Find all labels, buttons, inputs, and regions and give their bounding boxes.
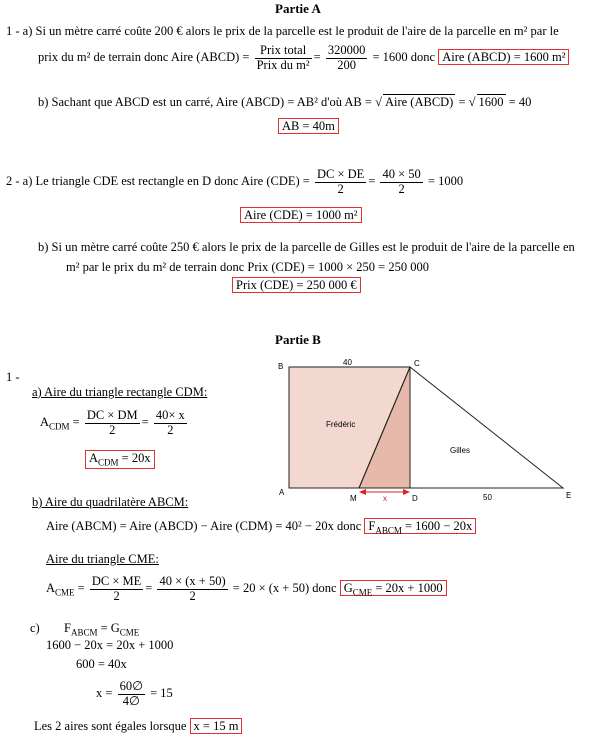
- cme-frac2-den: 2: [189, 588, 196, 603]
- q1a-answer-box: Aire (ABCD) = 1600 m²: [438, 49, 569, 65]
- q1a-line2-pre: prix du m² de terrain donc Aire (ABCD) =: [38, 50, 250, 65]
- q2b-answer-box: Prix (CDE) = 250 000 €: [232, 277, 361, 293]
- a-cdm-lhs-sub: CDM: [49, 421, 70, 432]
- a-cdm-frac2-den: 2: [167, 422, 174, 437]
- q1a-frac2-den: 200: [337, 57, 356, 72]
- a-cdm-box-rhs: = 20x: [118, 451, 151, 465]
- q1a-frac2-num: 320000: [327, 43, 366, 57]
- cme-lhs: A: [46, 581, 56, 596]
- q1b-pre: b) Sachant que ABCD est un carré, Aire (ABCD) = AB² d'où AB =: [38, 95, 372, 109]
- x-arrow-head-left: [359, 489, 366, 495]
- b-b-title: b) Aire du quadrilatère ABCM:: [32, 495, 189, 509]
- q2a-frac1-den: 2: [337, 181, 344, 196]
- c-answer-box: x = 15 m: [190, 718, 243, 734]
- q2a-frac2-num: 40 × 50: [382, 167, 421, 181]
- cme-fraction-2: [157, 575, 227, 604]
- q1b-end: = 40: [508, 95, 532, 109]
- a-cdm-equation: $A_{CDM}$ = $\frac{DC \times DM}{2}$ = $\frac{40\times x}{2}$: [40, 408, 185, 437]
- a-cdm-frac1-den: 2: [109, 422, 116, 437]
- label-C: C: [414, 359, 420, 368]
- c-eq3-lhs: x =: [96, 686, 113, 701]
- partie-a-title: Partie A: [275, 1, 321, 16]
- c-eq2: 600 = 40x: [76, 657, 127, 671]
- c-eq3-num: 60∅: [119, 679, 143, 693]
- a-cdm-fraction-2: [154, 409, 187, 438]
- cme-lhs-sub: CME: [55, 587, 75, 598]
- c-conclusion: [34, 719, 242, 733]
- q2a-end: = 1000: [427, 174, 464, 189]
- a-cdm-fraction-1: [85, 409, 140, 438]
- q1b-sqrt-2: 1600: [478, 95, 504, 109]
- q2b-line1: b) Si un mètre carré coûte 250 € alors le prix de la parcelle de Gilles est le produit de l'aire de la parcelle en: [38, 240, 575, 254]
- cme-fraction-1: [90, 575, 143, 604]
- q2b-line2: m² par le prix du m² de terrain donc Prix (CDE) = 1000 × 250 = 250 000: [66, 260, 429, 274]
- q1b-line: b) Sachant que ABCD est un carré, Aire (ABCD) = AB² d'où AB = √ Aire (ABCD) = √ 1600 = 40: [38, 95, 532, 109]
- c-eq3-rhs: = 15: [150, 686, 173, 701]
- abcm-box-sub: ABCM: [375, 525, 402, 536]
- q1a-line2: prix du m² de terrain donc Aire (ABCD) = $\frac{\text{Prix total}}{\text{Prix du m²}}$ = $\frac{320000}{200}$ = 1600 donc Aire (ABCD) = 1600 m²: [38, 44, 569, 73]
- label-D: D: [412, 494, 418, 503]
- q2a-line: 2 - a) Le triangle CDE est rectangle en D donc Aire (CDE) = $\frac{DC \times DE}{2}$ = $\frac{40 \times 50}{2}$ = 1000: [6, 167, 464, 196]
- label-frederic: Frédéric: [326, 420, 356, 429]
- cme-frac1-num: DC × ME: [91, 574, 142, 588]
- q2a-pre: 2 - a) Le triangle CDE est rectangle en D donc Aire (CDE) =: [6, 174, 310, 189]
- label-top-length: 40: [343, 358, 352, 367]
- b-a-title: a) Aire du triangle rectangle CDM:: [32, 385, 208, 399]
- c-eq0: [64, 621, 139, 638]
- label-B: B: [278, 362, 284, 371]
- label-M: M: [350, 494, 357, 503]
- q1b-sqrt-1: Aire (ABCD): [384, 95, 454, 109]
- abcm-text: Aire (ABCM) = Aire (ABCD) − Aire (CDM) = 40² − 20x donc: [46, 519, 362, 533]
- c-eq3-fraction: [118, 680, 145, 709]
- label-E: E: [566, 491, 572, 500]
- q1a-fraction-2: [326, 44, 368, 73]
- label-A: A: [279, 488, 285, 497]
- q2a-frac1-num: DC × DE: [316, 167, 365, 181]
- q2a-answer-box: Aire (CDE) = 1000 m²: [240, 207, 362, 223]
- a-cdm-frac2-num: 40× x: [155, 408, 185, 422]
- cme-equation: $A_{CME}$ = $\frac{DC \times ME}{2}$ = $\frac{40 \times (x + 50)}{2}$ = 20 × (x + 50) donc $G_{CME} = 20x + 1000$: [46, 575, 447, 604]
- partie-b-number: 1 -: [6, 370, 20, 384]
- c-eq3: [96, 680, 173, 709]
- q1a-frac1-num: Prix total: [255, 44, 312, 59]
- c-label: c): [30, 621, 40, 635]
- abcm-answer-box: [364, 518, 476, 534]
- q2a-frac2-den: 2: [398, 181, 405, 196]
- a-cdm-box-letter: A: [89, 451, 99, 465]
- q1a-line1: 1 - a) Si un mètre carré coûte 200 € alors le prix de la parcelle est le produit de l'aire de la parcelle en m² par le: [6, 24, 559, 38]
- q1a-fraction-1: [255, 44, 312, 73]
- label-x: x: [383, 494, 387, 503]
- cme-answer-box: [340, 580, 447, 596]
- label-bottom-length: 50: [483, 493, 492, 502]
- cme-frac1-den: 2: [113, 588, 120, 603]
- x-arrow-head-right: [403, 489, 410, 495]
- cme-end: = 20 × (x + 50) donc: [232, 581, 337, 596]
- triangle-cde: [410, 367, 563, 488]
- q1b-answer-box: AB = 40m: [278, 118, 339, 134]
- label-gilles: Gilles: [450, 446, 471, 455]
- q1a-frac1-den: Prix du m²: [256, 57, 310, 72]
- cme-title: Aire du triangle CME:: [46, 552, 159, 566]
- c-eq0-f: F: [64, 621, 71, 635]
- partie-b-title: Partie B: [275, 332, 321, 347]
- c-conclusion-text: Les 2 aires sont égales lorsque: [34, 719, 187, 733]
- c-eq0-sub1: ABCM: [70, 627, 98, 638]
- q2a-fraction-2: [380, 168, 422, 197]
- c-eq0-mid: = G: [97, 621, 120, 635]
- geometry-figure: [270, 355, 590, 505]
- cme-box-rhs: = 20x + 1000: [372, 581, 443, 596]
- abcm-line: [46, 519, 476, 536]
- a-cdm-box-sub: CDM: [98, 457, 119, 468]
- c-eq1: 1600 − 20x = 20x + 1000: [46, 638, 174, 652]
- q1b-eq: =: [458, 95, 466, 109]
- a-cdm-lhs: A: [40, 415, 50, 430]
- a-cdm-frac1-num: DC × DM: [86, 408, 138, 422]
- cme-frac2-num: 40 × (x + 50): [159, 574, 226, 588]
- cme-box-letter: G: [343, 581, 353, 596]
- c-eq0-sub2: CME: [119, 627, 140, 638]
- abcm-box-letter: F: [368, 519, 376, 533]
- c-eq3-den: 4∅: [122, 693, 140, 708]
- q1a-result: = 1600 donc: [372, 50, 436, 65]
- a-cdm-answer-box: [85, 450, 155, 469]
- cme-box-sub: CME: [352, 587, 373, 598]
- abcm-box-rhs: = 1600 − 20x: [401, 519, 473, 533]
- q2a-fraction-1: [315, 168, 366, 197]
